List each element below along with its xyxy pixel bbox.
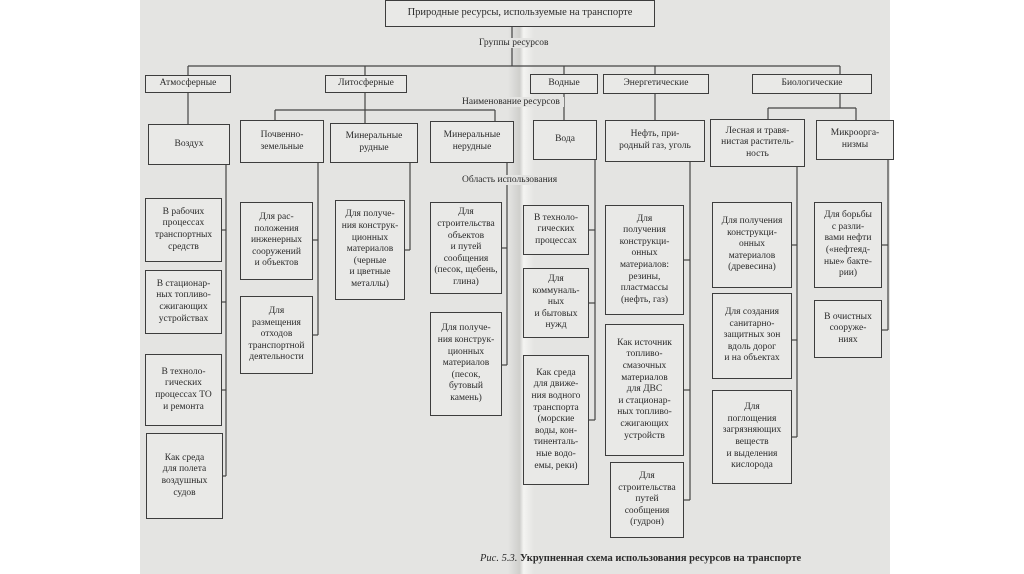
use-micro-treatment: В очистных сооруже- ниях <box>814 300 882 358</box>
use-air-work-processes: В рабочих процессах транспортных средств <box>145 198 222 262</box>
resource-oil-gas-coal: Нефть, при- родный газ, уголь <box>605 120 705 162</box>
use-air-flight: Как среда для полета воздушных судов <box>146 433 223 519</box>
resource-microorganisms: Микроорга- низмы <box>816 120 894 160</box>
use-forest-materials: Для получения конструкци- онных материалов (древесина) <box>712 202 792 288</box>
use-water-technological: В техноло- гических процессах <box>523 205 589 255</box>
use-soil-structures: Для рас- положения инженерных сооружений и объектов <box>240 202 313 280</box>
figure-title: Укрупненная схема использования ресурсов на транспорте <box>519 553 802 564</box>
use-energy-materials: Для получения конструкци- онных материалов: резины, пластмассы (нефть, газ) <box>605 205 684 315</box>
group-energy: Энергетические <box>603 74 709 94</box>
resource-forest: Лесная и травя- нистая раститель- ность <box>710 119 805 167</box>
use-nonore-construction: Для строительства объектов и путей сообщения (песок, щебень, глина) <box>430 202 502 294</box>
group-atmospheric: Атмосферные <box>145 75 231 93</box>
group-biological: Биологические <box>752 74 872 94</box>
level-label-area: Область использования <box>458 175 561 185</box>
use-forest-protective-zones: Для создания санитарно- защитных зон вдоль дорог и на объектах <box>712 293 792 379</box>
use-air-stationary: В стационар- ных топливо- сжигающих устройствах <box>145 270 222 334</box>
resource-water: Вода <box>533 120 597 160</box>
use-water-transport-medium: Как среда для движе- ния водного транспорта (морские воды, кон- тиненталь- ные водо- емы, реки) <box>523 355 589 485</box>
resource-ore: Минеральные рудные <box>330 123 418 163</box>
root-node: Природные ресурсы, используемые на транспорте <box>385 0 655 27</box>
use-energy-road-construction: Для строительства путей сообщения (гудрон) <box>610 462 684 538</box>
book-page <box>140 0 890 574</box>
use-water-domestic: Для коммуналь- ных и бытовых нужд <box>523 268 589 338</box>
level-label-names: Наименование ресурсов <box>458 97 564 107</box>
use-air-maintenance: В техноло- гических процессах ТО и ремонта <box>145 354 222 426</box>
use-nonore-materials: Для получе- ния конструк- ционных материалов (песок, бутовый камень) <box>430 312 502 416</box>
figure-caption <box>480 553 801 564</box>
group-lithospheric: Литосферные <box>325 75 407 93</box>
level-label-groups: Группы ресурсов <box>475 38 552 48</box>
group-water: Водные <box>530 74 598 94</box>
use-micro-oil-spills: Для борьбы с разли- вами нефти («нефтеяд- ные» бакте- рии) <box>814 202 882 288</box>
use-ore-materials: Для получе- ния конструк- ционных материалов (черные и цветные металлы) <box>335 200 405 300</box>
resource-soil: Почвенно- земельные <box>240 120 324 163</box>
use-energy-fuel-lubricants: Как источник топливо- смазочных материалов для ДВС и стационар- ных топливо- сжигающих устройств <box>605 324 684 456</box>
resource-air: Воздух <box>148 124 230 165</box>
figure-number: Рис. 5.3. <box>480 553 518 564</box>
use-soil-waste: Для размещения отходов транспортной деятельности <box>240 296 313 374</box>
resource-non-ore: Минеральные нерудные <box>430 121 514 163</box>
use-forest-absorption: Для поглощения загрязняющих веществ и выделения кислорода <box>712 390 792 484</box>
